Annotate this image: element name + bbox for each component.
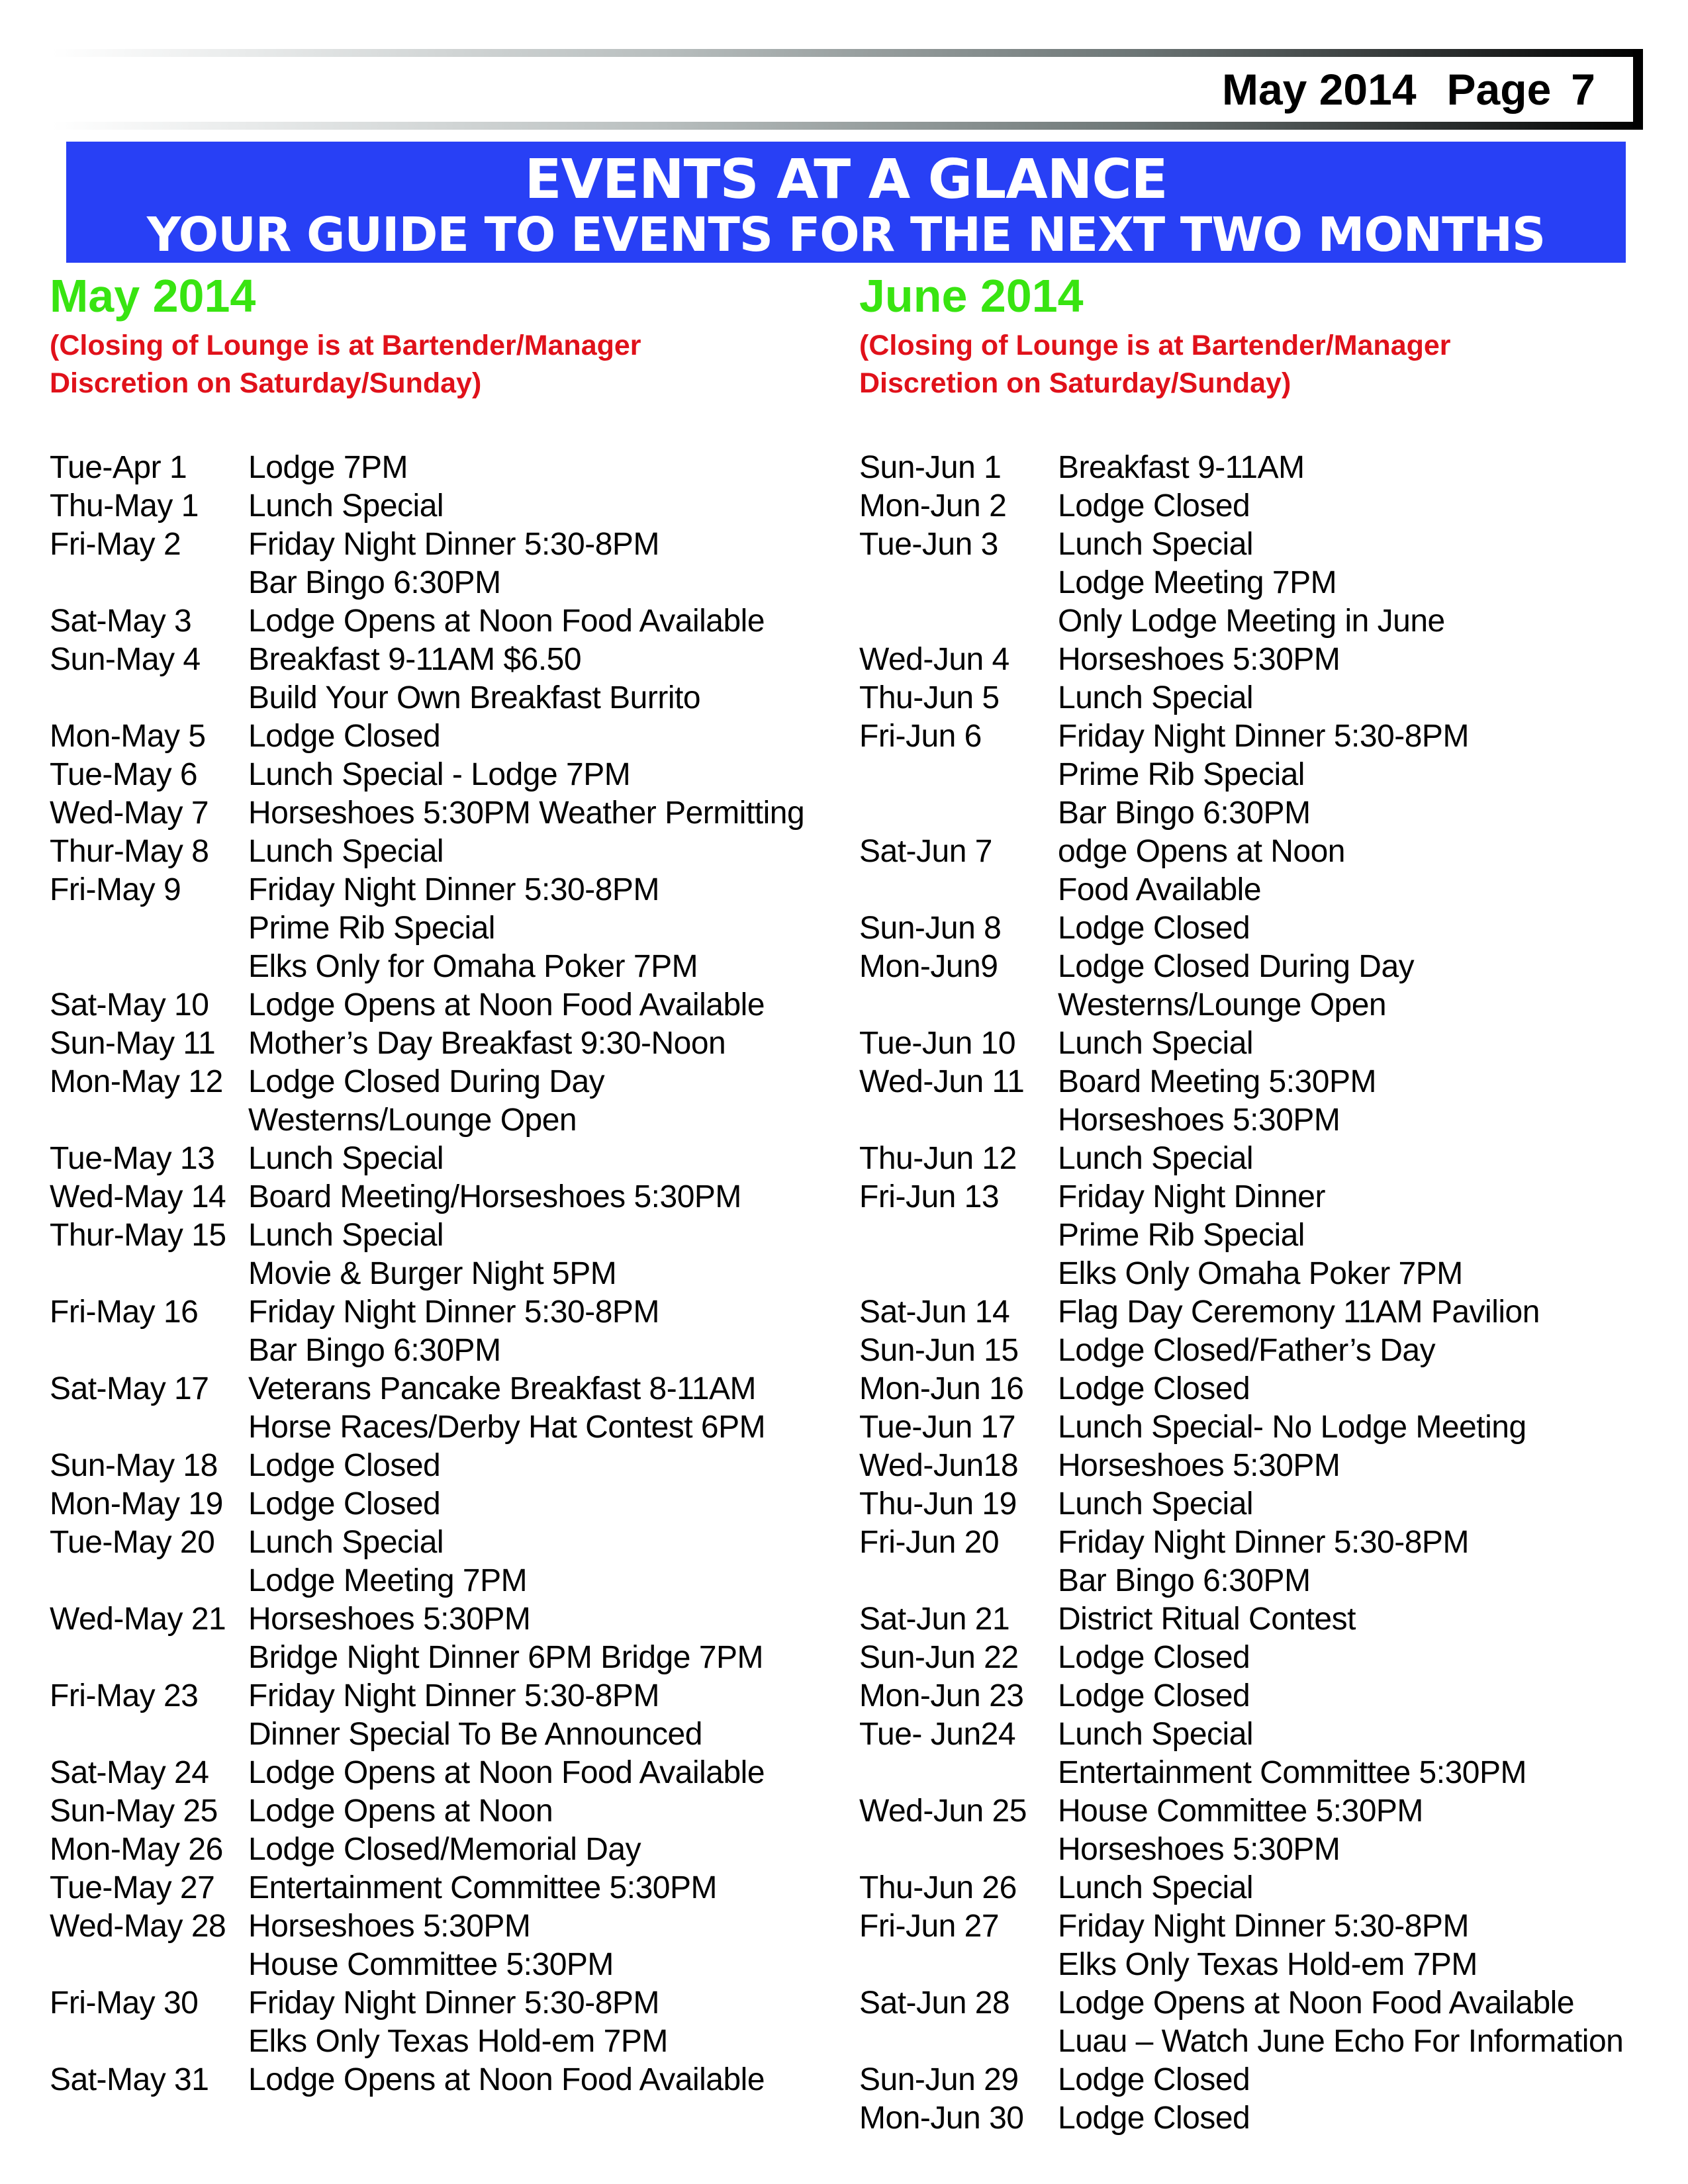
event-date xyxy=(859,756,1058,794)
event-row xyxy=(50,1715,847,1754)
event-date xyxy=(859,1562,1058,1600)
event-description: Lodge Closed During Day xyxy=(1058,949,1415,984)
event-date: Wed-Jun18 xyxy=(859,1448,1019,1483)
event-description: Lunch Special xyxy=(1058,1717,1254,1752)
event-row xyxy=(50,909,847,948)
event-row xyxy=(859,1869,1685,1907)
event-date: Tue-Apr 1 xyxy=(50,450,187,485)
event-date: Thu-May 1 xyxy=(50,488,199,523)
event-row xyxy=(859,2023,1685,2061)
event-description: Breakfast 9-11AM $6.50 xyxy=(248,642,582,677)
event-date xyxy=(859,564,1058,602)
event-date: Fri-May 16 xyxy=(50,1295,199,1330)
event-date xyxy=(859,1946,1058,1984)
event-description: Lodge Closed xyxy=(1058,1640,1250,1675)
event-description: Lodge Closed xyxy=(1058,488,1250,523)
event-description: Horseshoes 5:30PM xyxy=(1058,642,1340,677)
event-date xyxy=(859,1754,1058,1792)
event-row xyxy=(50,794,847,833)
event-row xyxy=(50,717,847,756)
event-description: Elks Only for Omaha Poker 7PM xyxy=(248,949,698,984)
may-note-line2: Discretion on Saturday/Sunday) xyxy=(50,367,482,399)
event-date: Mon-May 12 xyxy=(50,1064,223,1099)
event-description: Friday Night Dinner xyxy=(1058,1179,1325,1214)
event-description: Board Meeting/Horseshoes 5:30PM xyxy=(248,1179,741,1214)
event-description: Friday Night Dinner 5:30-8PM xyxy=(1058,1909,1469,1944)
event-description: Lodge Closed xyxy=(248,1486,441,1522)
event-description: Lodge Opens at Noon Food Available xyxy=(248,604,765,639)
event-description: Lodge Closed/Memorial Day xyxy=(248,1832,641,1867)
event-date: Sun-Jun 15 xyxy=(859,1333,1019,1368)
event-description: Lodge Closed xyxy=(248,1448,441,1483)
event-row xyxy=(859,948,1685,986)
event-row xyxy=(859,1178,1685,1216)
event-row xyxy=(859,986,1685,1024)
event-description: Lunch Special xyxy=(248,488,444,523)
event-row xyxy=(859,525,1685,564)
event-row xyxy=(859,679,1685,717)
event-row xyxy=(50,1639,847,1677)
event-date: Sun-May 18 xyxy=(50,1448,218,1483)
event-row xyxy=(50,1140,847,1178)
event-date: Wed-May 28 xyxy=(50,1909,226,1944)
event-description: Dinner Special To Be Announced xyxy=(248,1717,702,1752)
event-date xyxy=(50,909,248,948)
event-description: Lodge Opens at Noon Food Available xyxy=(248,2062,765,2097)
event-date: Fri-May 23 xyxy=(50,1678,199,1713)
event-description: Lodge Meeting 7PM xyxy=(1058,565,1337,600)
event-date xyxy=(50,1639,248,1677)
event-description: Lodge Closed/Father’s Day xyxy=(1058,1333,1436,1368)
event-row xyxy=(50,1831,847,1869)
event-row xyxy=(50,1293,847,1332)
event-row xyxy=(50,833,847,871)
event-row xyxy=(859,2061,1685,2099)
event-description: Lunch Special - Lodge 7PM xyxy=(248,757,631,792)
event-date: Wed-Jun 11 xyxy=(859,1064,1025,1099)
event-row xyxy=(859,1140,1685,1178)
event-row xyxy=(859,833,1685,871)
event-row xyxy=(50,871,847,909)
event-description: Prime Rib Special xyxy=(1058,757,1305,792)
event-date: Mon-May 19 xyxy=(50,1486,223,1522)
event-date: Mon-Jun 30 xyxy=(859,2101,1024,2136)
event-description: Lodge Opens at Noon Food Available xyxy=(248,1755,765,1790)
event-row xyxy=(50,1408,847,1447)
event-description: Friday Night Dinner 5:30-8PM xyxy=(1058,719,1469,754)
event-row xyxy=(859,1907,1685,1946)
event-description: Bar Bingo 6:30PM xyxy=(248,1333,501,1368)
event-description: Horseshoes 5:30PM xyxy=(248,1602,531,1637)
event-description: Lunch Special xyxy=(1058,680,1254,715)
event-date: Sun-Jun 29 xyxy=(859,2062,1019,2097)
event-row xyxy=(859,1447,1685,1485)
event-date xyxy=(859,2023,1058,2061)
event-date: Thu-Jun 26 xyxy=(859,1870,1017,1905)
event-description: Lodge 7PM xyxy=(248,450,408,485)
may-month-title: May 2014 xyxy=(50,270,256,322)
event-description: Elks Only Omaha Poker 7PM xyxy=(1058,1256,1463,1291)
event-description: House Committee 5:30PM xyxy=(248,1947,614,1982)
event-description: odge Opens at Noon xyxy=(1058,834,1345,869)
event-date xyxy=(50,1101,248,1140)
event-row xyxy=(859,2099,1685,2138)
event-row xyxy=(50,1907,847,1946)
event-date: Mon-Jun 16 xyxy=(859,1371,1024,1406)
event-description: Lodge Closed xyxy=(1058,1678,1250,1713)
event-date: Sat-May 24 xyxy=(50,1755,209,1790)
event-row xyxy=(50,1524,847,1562)
event-row xyxy=(50,1063,847,1101)
event-date: Sat-May 3 xyxy=(50,604,192,639)
event-description: Friday Night Dinner 5:30-8PM xyxy=(1058,1525,1469,1560)
event-date: Fri-Jun 27 xyxy=(859,1909,1000,1944)
event-date xyxy=(50,1562,248,1600)
event-date xyxy=(50,2023,248,2061)
event-date xyxy=(50,948,248,986)
event-date: Tue-Jun 3 xyxy=(859,527,998,562)
event-description: Lunch Special xyxy=(1058,1026,1254,1061)
event-date xyxy=(859,1831,1058,1869)
event-row xyxy=(859,1524,1685,1562)
event-date: Tue-May 20 xyxy=(50,1525,215,1560)
event-date: Thu-Jun 5 xyxy=(859,680,1000,715)
event-description: Movie & Burger Night 5PM xyxy=(248,1256,617,1291)
event-date: Wed-Jun 4 xyxy=(859,642,1009,677)
event-row xyxy=(50,1754,847,1792)
event-description: Lunch Special xyxy=(248,834,444,869)
event-description: Lunch Special xyxy=(1058,1141,1254,1176)
event-date: Thur-May 15 xyxy=(50,1218,226,1253)
may-closing-note xyxy=(50,327,847,402)
event-description: Bar Bingo 6:30PM xyxy=(248,565,501,600)
event-description: Lodge Closed xyxy=(1058,2062,1250,2097)
event-row xyxy=(859,1792,1685,1831)
event-date: Fri-May 9 xyxy=(50,872,181,907)
event-row xyxy=(859,1063,1685,1101)
event-row xyxy=(50,1677,847,1715)
event-description: Build Your Own Breakfast Burrito xyxy=(248,680,701,715)
event-row xyxy=(50,1562,847,1600)
event-row xyxy=(859,756,1685,794)
event-row xyxy=(859,1946,1685,1984)
event-description: Lodge Opens at Noon xyxy=(248,1794,553,1829)
june-month-title: June 2014 xyxy=(859,270,1084,322)
june-events-list xyxy=(859,449,1685,2138)
event-date: Tue-May 13 xyxy=(50,1141,215,1176)
event-description: Entertainment Committee 5:30PM xyxy=(1058,1755,1526,1790)
event-row xyxy=(50,1101,847,1140)
event-date: Sat-Jun 21 xyxy=(859,1602,1010,1637)
event-date: Mon-Jun9 xyxy=(859,949,998,984)
event-row xyxy=(859,1754,1685,1792)
event-description: Veterans Pancake Breakfast 8-11AM xyxy=(248,1371,757,1406)
event-description: Horseshoes 5:30PM xyxy=(1058,1103,1340,1138)
event-date xyxy=(859,1216,1058,1255)
event-row xyxy=(859,1984,1685,2023)
may-events-list xyxy=(50,449,847,2099)
event-date: Mon-May 26 xyxy=(50,1832,223,1867)
event-row xyxy=(859,871,1685,909)
event-date xyxy=(50,1408,248,1447)
event-row xyxy=(859,602,1685,641)
event-row xyxy=(859,1370,1685,1408)
event-description: Lunch Special xyxy=(248,1218,444,1253)
event-row xyxy=(859,909,1685,948)
event-row xyxy=(50,1178,847,1216)
event-description: Bar Bingo 6:30PM xyxy=(1058,1563,1311,1598)
event-row xyxy=(859,1600,1685,1639)
event-row xyxy=(50,1447,847,1485)
june-note-line1: (Closing of Lounge is at Bartender/Manager xyxy=(859,330,1451,361)
event-row xyxy=(50,1332,847,1370)
event-description: Only Lodge Meeting in June xyxy=(1058,604,1445,639)
event-date xyxy=(859,1255,1058,1293)
event-row xyxy=(859,1485,1685,1524)
event-description: Board Meeting 5:30PM xyxy=(1058,1064,1376,1099)
event-date xyxy=(50,679,248,717)
event-date xyxy=(50,564,248,602)
event-date: Fri-Jun 6 xyxy=(859,719,982,754)
event-description: Westerns/Lounge Open xyxy=(1058,987,1387,1023)
event-row xyxy=(859,1677,1685,1715)
event-row xyxy=(50,1984,847,2023)
event-description: Friday Night Dinner 5:30-8PM xyxy=(248,1295,659,1330)
event-description: Bar Bingo 6:30PM xyxy=(1058,796,1311,831)
event-row xyxy=(859,1255,1685,1293)
event-date: Tue-May 27 xyxy=(50,1870,215,1905)
event-description: Lunch Special xyxy=(248,1525,444,1560)
event-date: Tue- Jun24 xyxy=(859,1717,1016,1752)
event-date: Tue-Jun 10 xyxy=(859,1026,1016,1061)
event-date: Tue-Jun 17 xyxy=(859,1410,1016,1445)
may-column xyxy=(50,270,847,2099)
event-description: House Committee 5:30PM xyxy=(1058,1794,1423,1829)
event-date: Mon-Jun 2 xyxy=(859,488,1007,523)
event-description: Horseshoes 5:30PM Weather Permitting xyxy=(248,796,805,831)
event-date: Sun-Jun 8 xyxy=(859,911,1002,946)
event-date: Fri-May 2 xyxy=(50,527,181,562)
event-description: Entertainment Committee 5:30PM xyxy=(248,1870,717,1905)
event-date: Sat-May 10 xyxy=(50,987,209,1023)
event-date: Wed-May 7 xyxy=(50,796,209,831)
event-date: Sun-Jun 22 xyxy=(859,1640,1019,1675)
event-row xyxy=(859,794,1685,833)
event-description: Friday Night Dinner 5:30-8PM xyxy=(248,1985,659,2021)
event-date: Thu-Jun 19 xyxy=(859,1486,1017,1522)
event-date: Sun-May 25 xyxy=(50,1794,218,1829)
event-row xyxy=(859,1715,1685,1754)
event-description: Lodge Meeting 7PM xyxy=(248,1563,528,1598)
june-column xyxy=(859,270,1685,2138)
event-date: Wed-Jun 25 xyxy=(859,1794,1027,1829)
event-row xyxy=(50,602,847,641)
event-date: Mon-Jun 23 xyxy=(859,1678,1024,1713)
event-row xyxy=(859,1101,1685,1140)
event-description: Prime Rib Special xyxy=(248,911,495,946)
event-date: Fri-May 30 xyxy=(50,1985,199,2021)
event-row xyxy=(50,1216,847,1255)
page-header-text xyxy=(1222,49,1595,130)
event-date xyxy=(50,1946,248,1984)
event-description: Lodge Closed xyxy=(1058,911,1250,946)
event-description: Horseshoes 5:30PM xyxy=(1058,1448,1340,1483)
event-description: Lodge Closed xyxy=(1058,1371,1250,1406)
event-description: Bridge Night Dinner 6PM Bridge 7PM xyxy=(248,1640,764,1675)
event-date xyxy=(859,871,1058,909)
event-row xyxy=(50,2061,847,2099)
event-date: Sat-Jun 28 xyxy=(859,1985,1010,2021)
event-date: Thu-Jun 12 xyxy=(859,1141,1017,1176)
event-description: Friday Night Dinner 5:30-8PM xyxy=(248,527,659,562)
event-row xyxy=(50,641,847,679)
event-row xyxy=(859,449,1685,487)
event-date: Tue-May 6 xyxy=(50,757,198,792)
event-row xyxy=(859,1639,1685,1677)
event-description: Friday Night Dinner 5:30-8PM xyxy=(248,1678,659,1713)
event-date: Sat-May 31 xyxy=(50,2062,209,2097)
event-date: Sun-Jun 1 xyxy=(859,450,1002,485)
event-row xyxy=(859,564,1685,602)
event-date xyxy=(859,794,1058,833)
event-date: Mon-May 5 xyxy=(50,719,206,754)
june-note-line2: Discretion on Saturday/Sunday) xyxy=(859,367,1291,399)
event-row xyxy=(859,641,1685,679)
event-date: Sun-May 11 xyxy=(50,1026,216,1061)
event-date xyxy=(859,602,1058,641)
event-row xyxy=(859,1024,1685,1063)
event-date xyxy=(859,1101,1058,1140)
event-row xyxy=(859,1332,1685,1370)
event-description: District Ritual Contest xyxy=(1058,1602,1356,1637)
event-date: Sat-Jun 14 xyxy=(859,1295,1010,1330)
event-description: Lunch Special xyxy=(248,1141,444,1176)
event-date xyxy=(859,986,1058,1024)
event-description: Lodge Opens at Noon Food Available xyxy=(1058,1985,1575,2021)
event-description: Elks Only Texas Hold-em 7PM xyxy=(1058,1947,1477,1982)
event-date: Fri-Jun 20 xyxy=(859,1525,1000,1560)
event-row xyxy=(50,1370,847,1408)
page-header-box xyxy=(52,49,1643,130)
event-description: Horse Races/Derby Hat Contest 6PM xyxy=(248,1410,766,1445)
event-description: Horseshoes 5:30PM xyxy=(248,1909,531,1944)
event-row xyxy=(50,679,847,717)
event-row xyxy=(859,1293,1685,1332)
event-description: Lodge Closed xyxy=(1058,2101,1250,2136)
event-date: Thur-May 8 xyxy=(50,834,209,869)
event-description: Elks Only Texas Hold-em 7PM xyxy=(248,2024,668,2059)
event-row xyxy=(859,1408,1685,1447)
event-description: Lunch Special xyxy=(1058,1486,1254,1522)
banner-subtitle: YOUR GUIDE TO EVENTS FOR THE NEXT TWO MONTHS xyxy=(146,207,1546,262)
event-row xyxy=(50,1255,847,1293)
event-row xyxy=(859,717,1685,756)
event-description: Food Available xyxy=(1058,872,1262,907)
event-date: Sun-May 4 xyxy=(50,642,201,677)
event-description: Prime Rib Special xyxy=(1058,1218,1305,1253)
event-description: Lunch Special xyxy=(1058,527,1254,562)
may-note-line1: (Closing of Lounge is at Bartender/Manager xyxy=(50,330,641,361)
event-description: Lodge Closed xyxy=(248,719,441,754)
issue-date: May 2014 xyxy=(1221,65,1417,114)
event-description: Lodge Closed During Day xyxy=(248,1064,605,1099)
event-date xyxy=(50,1255,248,1293)
event-row xyxy=(859,487,1685,525)
event-row xyxy=(50,1792,847,1831)
event-description: Lunch Special xyxy=(1058,1870,1254,1905)
event-description: Breakfast 9-11AM xyxy=(1058,450,1305,485)
banner-title: EVENTS AT A GLANCE xyxy=(524,148,1168,211)
page-label: Page xyxy=(1446,65,1552,114)
event-row xyxy=(859,1831,1685,1869)
event-date xyxy=(50,1332,248,1370)
event-row xyxy=(50,1485,847,1524)
event-row xyxy=(859,1562,1685,1600)
event-date: Sat-Jun 7 xyxy=(859,834,992,869)
event-description: Luau – Watch June Echo For Information xyxy=(1058,2024,1624,2059)
event-row xyxy=(50,1600,847,1639)
june-closing-note xyxy=(859,327,1685,402)
event-description: Mother’s Day Breakfast 9:30-Noon xyxy=(248,1026,726,1061)
event-description: Flag Day Ceremony 11AM Pavilion xyxy=(1058,1295,1540,1330)
event-description: Friday Night Dinner 5:30-8PM xyxy=(248,872,659,907)
event-description: Lunch Special- No Lodge Meeting xyxy=(1058,1410,1526,1445)
event-row xyxy=(50,1946,847,1984)
event-row xyxy=(50,1869,847,1907)
event-row xyxy=(50,564,847,602)
event-row xyxy=(50,449,847,487)
event-description: Lodge Opens at Noon Food Available xyxy=(248,987,765,1023)
event-date: Fri-Jun 13 xyxy=(859,1179,1000,1214)
event-row xyxy=(50,986,847,1024)
header-right-border xyxy=(1633,49,1643,130)
event-row xyxy=(859,1216,1685,1255)
event-row xyxy=(50,2023,847,2061)
event-date: Wed-May 21 xyxy=(50,1602,226,1637)
event-row xyxy=(50,948,847,986)
event-row xyxy=(50,1024,847,1063)
event-row xyxy=(50,525,847,564)
event-date: Wed-May 14 xyxy=(50,1179,226,1214)
event-row xyxy=(50,487,847,525)
events-banner xyxy=(66,142,1626,263)
page-number: 7 xyxy=(1571,65,1595,114)
event-description: Horseshoes 5:30PM xyxy=(1058,1832,1340,1867)
event-description: Westerns/Lounge Open xyxy=(248,1103,577,1138)
event-row xyxy=(50,756,847,794)
event-date: Sat-May 17 xyxy=(50,1371,209,1406)
event-date xyxy=(50,1715,248,1754)
